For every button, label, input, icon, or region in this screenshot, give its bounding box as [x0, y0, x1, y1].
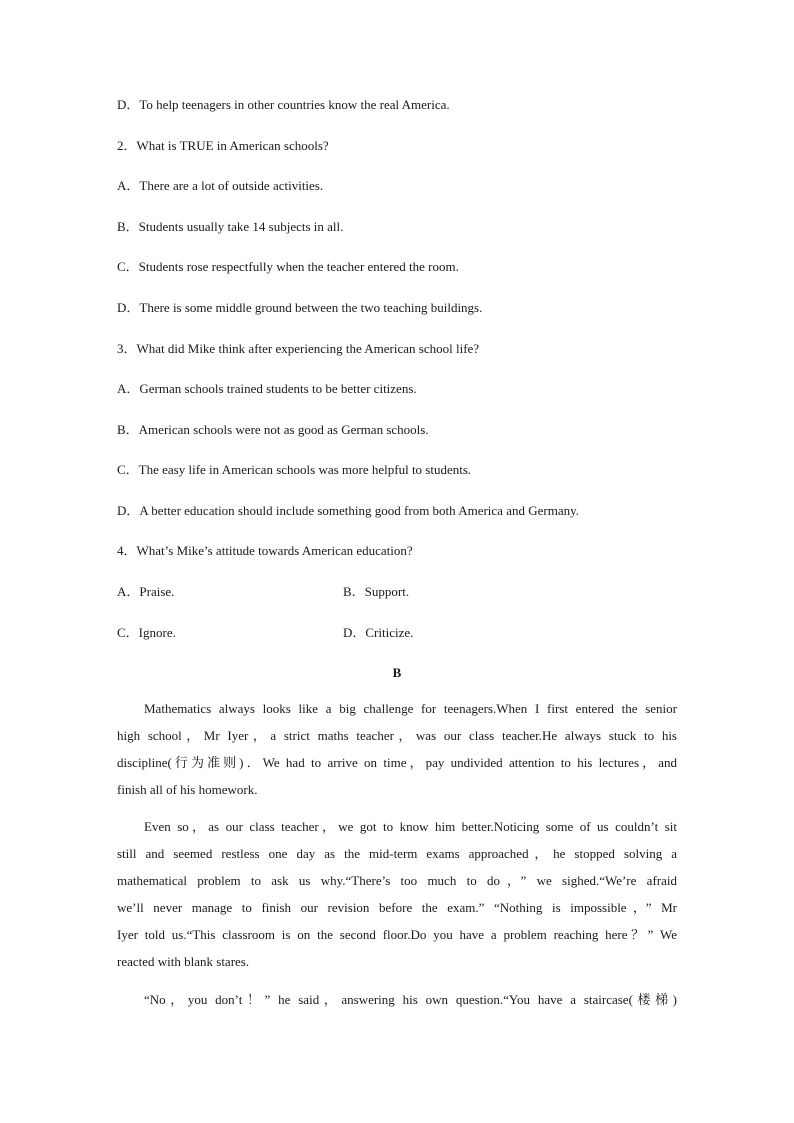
paragraph-line: “No，you don’t！” he said，answering his own question.“You have a staircase(楼梯) [144, 992, 677, 1007]
paragraph-line: we’ll never manage to finish our revision before the exam.” “Nothing is impossible，” Mr [117, 900, 677, 915]
q2-option-d: D．There is some middle ground between the two teaching buildings. [117, 300, 483, 315]
q2-option-a: A．There are a lot of outside activities. [117, 178, 324, 193]
q4-option-a: A．Praise. [117, 584, 175, 599]
section-b-paragraph-2 [117, 819, 677, 981]
q2-option-b: B．Students usually take 14 subjects in all. [117, 219, 344, 234]
paragraph-line: discipline(行为准则)．We had to arrive on time，pay undivided attention to his lectures，and [117, 755, 677, 770]
q4-question: 4．What’s Mike’s attitude towards American education? [117, 543, 413, 558]
q3-option-a: A．German schools trained students to be better citizens. [117, 381, 417, 396]
q3-option-d: D．A better education should include something good from both America and Germany. [117, 503, 579, 518]
paragraph-line: mathematical problem to ask us why.“There’s too much to do，” we sighed.“We’re afraid [117, 873, 677, 888]
section-b-paragraph-1 [117, 701, 677, 809]
q1-option-d: D．To help teenagers in other countries know the real America. [117, 97, 450, 112]
section-b-paragraph-3 [117, 992, 677, 1019]
q3-question: 3．What did Mike think after experiencing the American school life? [117, 341, 480, 356]
q3-option-c: C．The easy life in American schools was more helpful to students. [117, 462, 472, 477]
paragraph-line: reacted with blank stares. [117, 954, 250, 969]
q2-option-c: C．Students rose respectfully when the teacher entered the room. [117, 259, 459, 274]
q4-option-c: C．Ignore. [117, 625, 176, 640]
paragraph-line: finish all of his homework. [117, 782, 258, 797]
paragraph-line: high school，Mr Iyer，a strict maths teacher，was our class teacher.He always stuck to his [117, 728, 677, 743]
section-b-heading: B [392, 665, 402, 680]
q4-option-d: D．Criticize. [343, 625, 414, 640]
paragraph-line: Mathematics always looks like a big challenge for teenagers.When I first entered the senior [144, 701, 677, 716]
paragraph-line: still and seemed restless one day as the mid-term exams approached，he stopped solving a [117, 846, 677, 861]
q4-option-b: B．Support. [343, 584, 410, 599]
q3-option-b: B．American schools were not as good as German schools. [117, 422, 429, 437]
paragraph-line: Even so，as our class teacher，we got to know him better.Noticing some of us couldn’t sit [144, 819, 677, 834]
paragraph-line: Iyer told us.“This classroom is on the second floor.Do you have a problem reaching here？” We [117, 927, 677, 942]
q2-question: 2．What is TRUE in American schools? [117, 138, 329, 153]
